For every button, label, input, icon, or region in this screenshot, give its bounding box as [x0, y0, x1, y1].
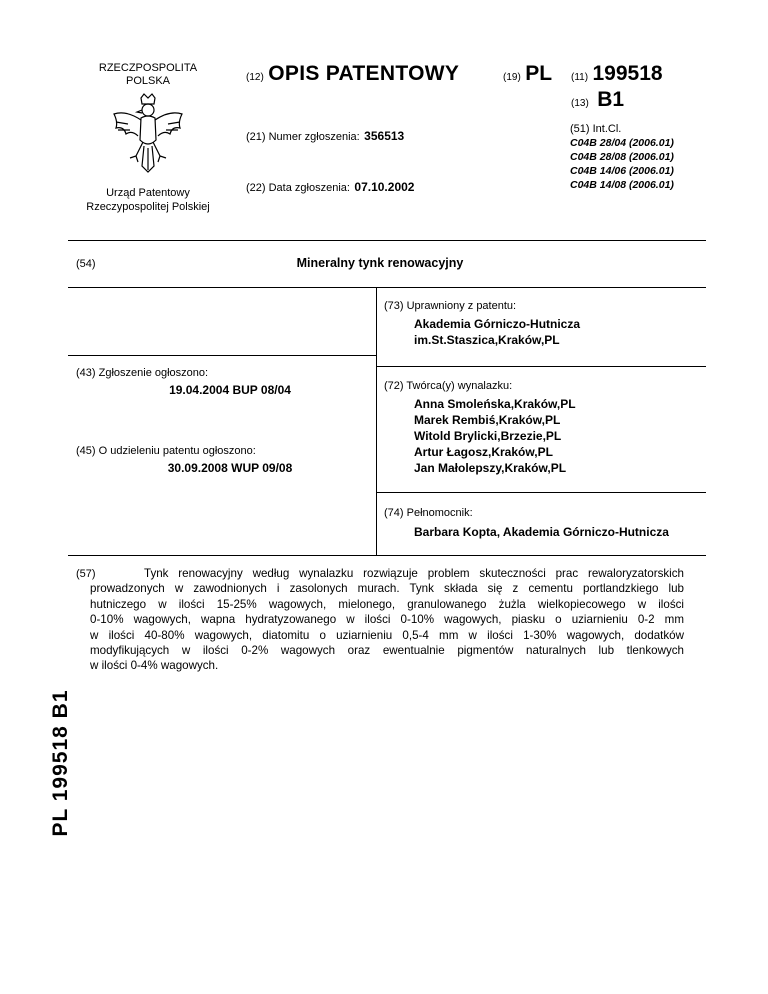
owner-name: Akademia Górniczo-Hutnicza: [414, 317, 581, 331]
country-name: [88, 62, 208, 88]
country-code: [503, 62, 552, 86]
patent-number: [571, 62, 663, 86]
attorney-value: Barbara Kopta, Akademia Górniczo-Hutnicza: [414, 525, 669, 539]
side-label: PL 199518 B1: [49, 689, 72, 837]
office-line-2: Rzeczypospolitej Polskiej: [86, 201, 210, 213]
ipc-code: C04B 28/04 (2006.01): [570, 137, 674, 149]
ipc-classification: [570, 122, 674, 192]
abstract-line: prowadzonych w zawodnionych i zasolonych murach. Tynk składa się z cementu portlandzkiego lub: [90, 582, 684, 596]
application-date-value: 07.10.2002: [354, 180, 415, 194]
divider-title: [68, 287, 706, 288]
application-number: [246, 127, 404, 145]
ipc-code: C04B 14/06 (2006.01): [570, 165, 674, 177]
title-code: (54): [76, 258, 96, 270]
grant-label: (45) O udzieleniu patentu ogłoszono:: [76, 445, 256, 457]
inventor-name: Marek Rembiś,Kraków,PL: [414, 413, 561, 427]
abstract-line: hutniczego w ilości 15-25% wagowych, mielonego, granulowanego żużla wielkopiecowego w ilości: [90, 597, 684, 611]
ipc-code: C04B 14/08 (2006.01): [570, 179, 674, 191]
owner-label: (73) Uprawniony z patentu:: [384, 300, 517, 312]
inventor-name: Witold Brylicki,Brzezie,PL: [414, 429, 562, 443]
country-code-value: PL: [525, 62, 553, 85]
invention-title: Mineralny tynk renowacyjny: [296, 256, 464, 270]
application-date-label: (22) Data zgłoszenia:: [246, 182, 350, 194]
abstract-code: (57): [76, 568, 96, 580]
kind-code-value: B1: [597, 88, 625, 111]
abstract-text: [90, 566, 684, 674]
column-divider: [376, 287, 377, 555]
country-line-2: POLSKA: [125, 75, 171, 87]
abstract-line: modyfikujących w ilości 0-2% wagowych oraz ewentualnie pigmentów naturalnych lub tlenkowych: [90, 644, 684, 658]
inventors-list: [414, 396, 576, 476]
country-line-1: RZECZPOSPOLITA: [98, 62, 198, 74]
patent-office: [58, 186, 238, 214]
country-code-label: (19): [503, 72, 521, 83]
kind-code-label: (13): [571, 98, 589, 109]
application-number-value: 356513: [364, 129, 405, 143]
ipc-label: (51) Int.Cl.: [570, 123, 622, 135]
divider-right: [376, 366, 706, 367]
publication-label: (43) Zgłoszenie ogłoszono:: [76, 367, 209, 379]
inventor-name: Anna Smoleńska,Kraków,PL: [414, 397, 576, 411]
application-date: [246, 178, 414, 196]
divider-top: [68, 240, 706, 241]
kind-code: [571, 88, 624, 112]
abstract-line: w ilości 40-80% wagowych, diatomitu o uziarnieniu 0,5-4 mm w ilości 1-30% wagowych, dodatków: [90, 628, 684, 642]
patent-number-value: 199518: [592, 62, 663, 85]
abstract-line: Tynk renowacyjny według wynalazku rozwiązuje problem skuteczności prac rewaloryzatorskich: [144, 567, 684, 580]
attorney-label: (74) Pełnomocnik:: [384, 507, 473, 519]
owner-address: im.St.Staszica,Kraków,PL: [414, 333, 560, 347]
inventor-name: Artur Łagosz,Kraków,PL: [414, 445, 553, 459]
office-line-1: Urząd Patentowy: [106, 187, 190, 199]
divider-left: [68, 355, 376, 356]
abstract-line: w ilości 0-4% wagowych.: [90, 659, 219, 673]
eagle-emblem-icon: [108, 92, 188, 176]
divider-bottom: [68, 555, 706, 556]
doc-type-code: (12): [246, 72, 264, 83]
inventors-label: (72) Twórca(y) wynalazku:: [384, 380, 513, 392]
application-number-label: (21) Numer zgłoszenia:: [246, 131, 360, 143]
grant-value: 30.09.2008 WUP 09/08: [167, 461, 293, 475]
ipc-code: C04B 28/08 (2006.01): [570, 151, 674, 163]
divider-right-2: [376, 492, 706, 493]
owner-block: [414, 316, 580, 348]
patent-number-label: (11): [571, 72, 589, 83]
document-type: [246, 62, 459, 86]
publication-value: 19.04.2004 BUP 08/04: [169, 383, 291, 397]
doc-type-text: OPIS PATENTOWY: [268, 62, 460, 85]
abstract-line: 0-10% wagowych, wapna hydratyzowanego w ilości 0-10% wagowych, piasku o uziarnieniu 0-2 mm: [90, 613, 684, 627]
inventor-name: Jan Małolepszy,Kraków,PL: [414, 461, 567, 475]
